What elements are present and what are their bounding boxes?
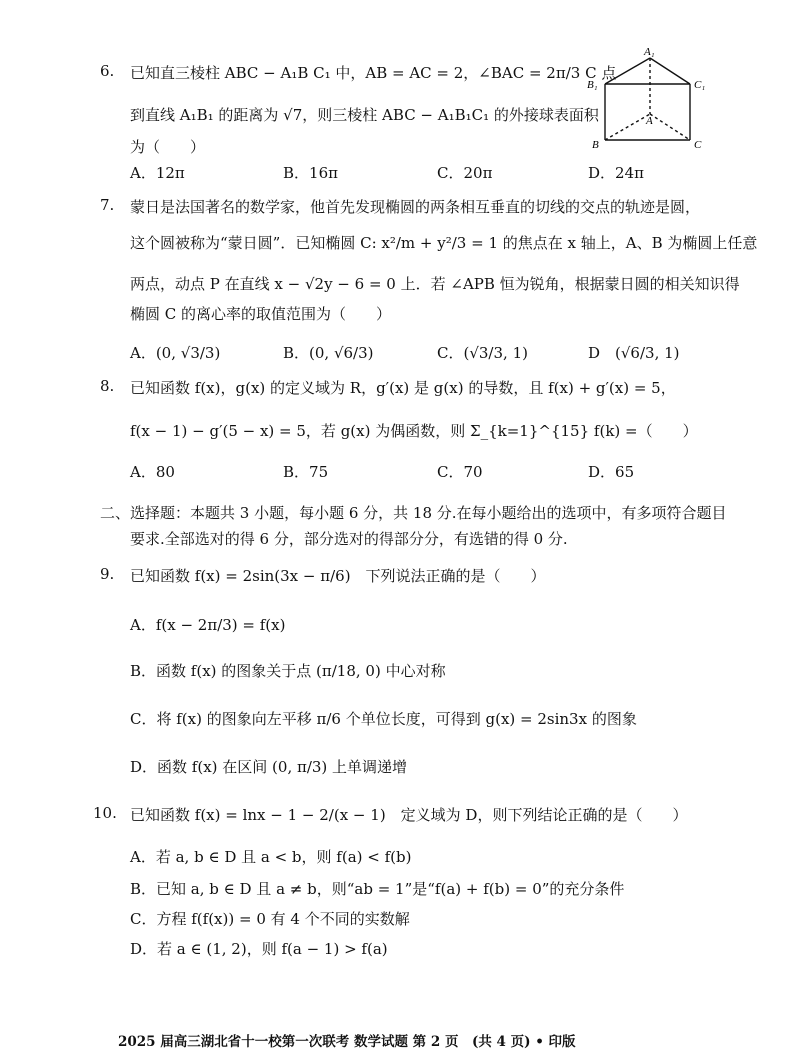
- page-footer: 2025 届高三湖北省十一校第一次联考 数学试题 第 2 页 (共 4 页) • 印版: [118, 1034, 576, 1050]
- label-a1: A₁: [644, 46, 655, 58]
- label-b: B: [592, 139, 599, 151]
- q6-option-c: C．20π: [437, 164, 493, 182]
- label-c: C: [694, 139, 702, 151]
- q7-option-b: B．(0, √6/3): [283, 344, 374, 362]
- q7-stem-line3: 两点，动点 P 在直线 x − √2y − 6 = 0 上．若 ∠APB 恒为锐角，根据蒙日圆的相关知识得: [130, 275, 740, 293]
- q10-option-a: A．若 a, b ∈ D 且 a < b，则 f(a) < f(b): [130, 848, 412, 866]
- q6-option-d: D．24π: [588, 164, 644, 182]
- q6-stem-line3: 为（ ）: [130, 138, 206, 156]
- q10-option-c: C．方程 f(f(x)) = 0 有 4 个不同的实数解: [130, 910, 410, 928]
- q6-line1-text: 已知直三棱柱 ABC − A₁B C₁ 中，AB = AC = 2，∠BAC = 2π/3 C 点: [130, 64, 617, 82]
- q9-option-a: A．f(x − 2π/3) = f(x): [130, 616, 286, 634]
- q7-number: 7.: [100, 196, 115, 214]
- q7-stem-line1: 蒙日是法国著名的数学家，他首先发现椭圆的两条相互垂直的切线的交点的轨迹是圆，: [130, 198, 701, 216]
- q9-number: 9.: [100, 565, 115, 583]
- section2-line2: 要求.全部选对的得 6 分，部分选对的得部分分，有选错的得 0 分.: [130, 530, 568, 548]
- q8-option-c: C．70: [437, 463, 483, 481]
- q8-stem-line1: 已知函数 f(x)，g(x) 的定义域为 R，g′(x) 是 g(x) 的导数，且 f(x) + g′(x) = 5，: [130, 379, 676, 397]
- q10-stem: 已知函数 f(x) = lnx − 1 − 2/(x − 1) 定义域为 D，则下列结论正确的是（ ）: [130, 806, 688, 824]
- q8-number: 8.: [100, 377, 115, 395]
- q6-number: 6.: [100, 62, 115, 80]
- q10-option-d: D．若 a ∈ (1, 2)，则 f(a − 1) > f(a): [130, 940, 388, 958]
- q8-option-d: D．65: [588, 463, 635, 481]
- q8-stem-line2: f(x − 1) − g′(5 − x) = 5，若 g(x) 为偶函数，则 Σ_{k=1}^{15} f(k) =（ ）: [130, 422, 698, 440]
- q7-stem-line2: 这个圆被称为“蒙日圆”．已知椭圆 C: x²/m + y²/3 = 1 的焦点在 x 轴上，A、B 为椭圆上任意: [130, 234, 758, 252]
- q9-option-b: B．函数 f(x) 的图象关于点 (π/18, 0) 中心对称: [130, 662, 446, 680]
- q10-number: 10.: [93, 804, 117, 822]
- q6-stem-line1: [130, 62, 617, 83]
- q7-option-c: C．(√3/3, 1): [437, 344, 528, 362]
- q8-option-a: A．80: [130, 463, 175, 481]
- label-b1: B₁: [587, 79, 598, 91]
- q10-option-b: B．已知 a, b ∈ D 且 a ≠ b，则“ab = 1”是“f(a) + f(b) = 0”的充分条件: [130, 880, 625, 898]
- prism-figure: [585, 44, 720, 156]
- q9-option-d: D．函数 f(x) 在区间 (0, π/3) 上单调递增: [130, 758, 408, 776]
- q7-option-d: D (√6/3, 1): [588, 344, 680, 362]
- q9-option-c: C．将 f(x) 的图象向左平移 π/6 个单位长度，可得到 g(x) = 2sin3x 的图象: [130, 710, 637, 728]
- q6-option-a: A．12π: [130, 164, 185, 182]
- label-c1: C₁: [694, 79, 706, 91]
- q7-option-a: A．(0, √3/3): [130, 344, 221, 362]
- section2-line1: 二、选择题：本题共 3 小题，每小题 6 分，共 18 分.在每小题给出的选项中，有多项符合题目: [100, 504, 727, 522]
- label-a: A: [646, 115, 653, 127]
- q6-stem-line2: 到直线 A₁B₁ 的距离为 √7，则三棱柱 ABC − A₁B₁C₁ 的外接球表面积: [130, 106, 599, 124]
- q7-stem-line4: 椭圆 C 的离心率的取值范围为（ ）: [130, 305, 392, 323]
- q9-stem: 已知函数 f(x) = 2sin(3x − π/6) 下列说法正确的是（ ）: [130, 567, 546, 585]
- q8-option-b: B．75: [283, 463, 329, 481]
- q6-option-b: B．16π: [283, 164, 338, 182]
